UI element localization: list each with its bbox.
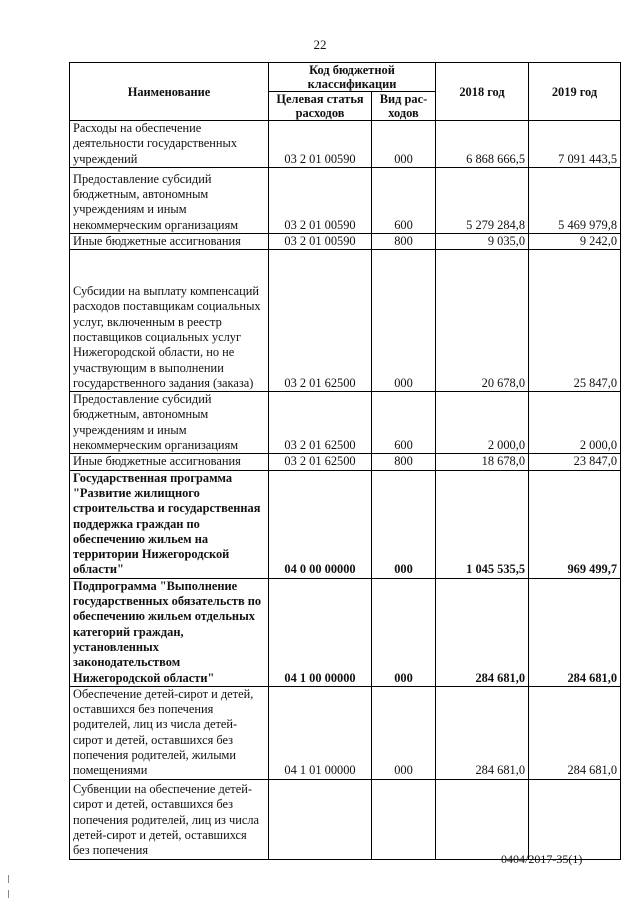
row-2018-cell: 6 868 666,5: [436, 121, 529, 168]
row-2018-cell: 284 681,0: [436, 686, 529, 779]
header-year-2019: 2019 год: [529, 63, 621, 121]
row-code-cell: 03 2 01 00590: [269, 167, 372, 233]
table-row: [70, 121, 621, 168]
row-2019-cell: 2 000,0: [529, 392, 621, 454]
row-2018-cell: [436, 779, 529, 859]
document-code: 0404/2017-35(1): [501, 852, 583, 866]
row-expense-type-cell: 800: [372, 233, 436, 249]
row-2019-cell: 284 681,0: [529, 686, 621, 779]
row-code-cell: 03 2 01 00590: [269, 233, 372, 249]
header-year-2018: 2018 год: [436, 63, 529, 121]
margin-mark: [8, 890, 9, 898]
row-expense-type-cell: 000: [372, 686, 436, 779]
row-name-cell: Предоставление субсидий бюджетным, автономным учреждениям и иным некоммерческим организациям: [70, 167, 269, 233]
row-expense-type-cell: 000: [372, 578, 436, 686]
row-name-cell: Иные бюджетные ассигнования: [70, 233, 269, 249]
row-2018-cell: 1 045 535,5: [436, 470, 529, 578]
table-row: [70, 454, 621, 470]
header-code-group: Код бюджетной классификации: [269, 63, 436, 92]
row-code-cell: 04 0 00 00000: [269, 470, 372, 578]
budget-table: [69, 62, 621, 860]
row-2019-cell: 25 847,0: [529, 250, 621, 392]
row-2018-cell: 284 681,0: [436, 578, 529, 686]
table-row: [70, 233, 621, 249]
row-2018-cell: 9 035,0: [436, 233, 529, 249]
row-2019-cell: [529, 779, 621, 859]
row-2019-cell: 284 681,0: [529, 578, 621, 686]
table-row: [70, 250, 621, 392]
table-row: [70, 578, 621, 686]
row-name-cell: Расходы на обеспечение деятельности государственных учреждений: [70, 121, 269, 168]
table-row: [70, 167, 621, 233]
row-name-cell: Подпрограмма "Выполнение государственных обязательств по обеспечению жильем отдельных категорий граждан, установленных законодательством Нижегородской области": [70, 578, 269, 686]
row-expense-type-cell: 600: [372, 167, 436, 233]
row-expense-type-cell: 000: [372, 470, 436, 578]
row-code-cell: 03 2 01 62500: [269, 392, 372, 454]
row-expense-type-cell: 600: [372, 392, 436, 454]
header-target-article: Целевая статья расходов: [269, 92, 372, 121]
row-name-cell: Обеспечение детей-сирот и детей, оставшихся без попечения родителей, лиц из числа детей-сирот и детей, оставшихся без попечения родителей, жилыми помещениями: [70, 686, 269, 779]
table-row: [70, 392, 621, 454]
row-code-cell: 03 2 01 62500: [269, 250, 372, 392]
row-name-cell: Предоставление субсидий бюджетным, автономным учреждениям и иным некоммерческим организациям: [70, 392, 269, 454]
row-2019-cell: 9 242,0: [529, 233, 621, 249]
row-name-cell: Субсидии на выплату компенсаций расходов поставщикам социальных услуг, включенным в реестр поставщиков социальных услуг Нижегородской области, но не участвующим в выполнении государственного задания (заказа): [70, 250, 269, 392]
row-expense-type-cell: 000: [372, 121, 436, 168]
row-expense-type-cell: [372, 779, 436, 859]
header-name: Наименование: [70, 63, 269, 121]
row-2019-cell: 5 469 979,8: [529, 167, 621, 233]
row-name-cell: Иные бюджетные ассигнования: [70, 454, 269, 470]
row-expense-type-cell: 000: [372, 250, 436, 392]
table-row: [70, 470, 621, 578]
row-2019-cell: 7 091 443,5: [529, 121, 621, 168]
row-code-cell: 04 1 01 00000: [269, 686, 372, 779]
row-2018-cell: 20 678,0: [436, 250, 529, 392]
page-number: 22: [313, 37, 327, 52]
row-2019-cell: 969 499,7: [529, 470, 621, 578]
row-2018-cell: 5 279 284,8: [436, 167, 529, 233]
row-expense-type-cell: 800: [372, 454, 436, 470]
header-expense-type: Вид рас-ходов: [372, 92, 436, 121]
margin-mark: [8, 875, 9, 883]
table-row: [70, 779, 621, 859]
row-code-cell: 03 2 01 62500: [269, 454, 372, 470]
row-name-cell: Государственная программа "Развитие жилищного строительства и государственная поддержка граждан по обеспечению жильем на территории Нижегородской области": [70, 470, 269, 578]
row-2018-cell: 2 000,0: [436, 392, 529, 454]
table-body: [70, 121, 621, 860]
row-code-cell: 04 1 00 00000: [269, 578, 372, 686]
row-name-cell: Субвенции на обеспечение детей-сирот и детей, оставшихся без попечения родителей, лиц из числа детей-сирот и детей, оставшихся без попечения: [70, 779, 269, 859]
row-2019-cell: 23 847,0: [529, 454, 621, 470]
row-2018-cell: 18 678,0: [436, 454, 529, 470]
row-code-cell: 03 2 01 00590: [269, 121, 372, 168]
table-row: [70, 686, 621, 779]
row-code-cell: [269, 779, 372, 859]
